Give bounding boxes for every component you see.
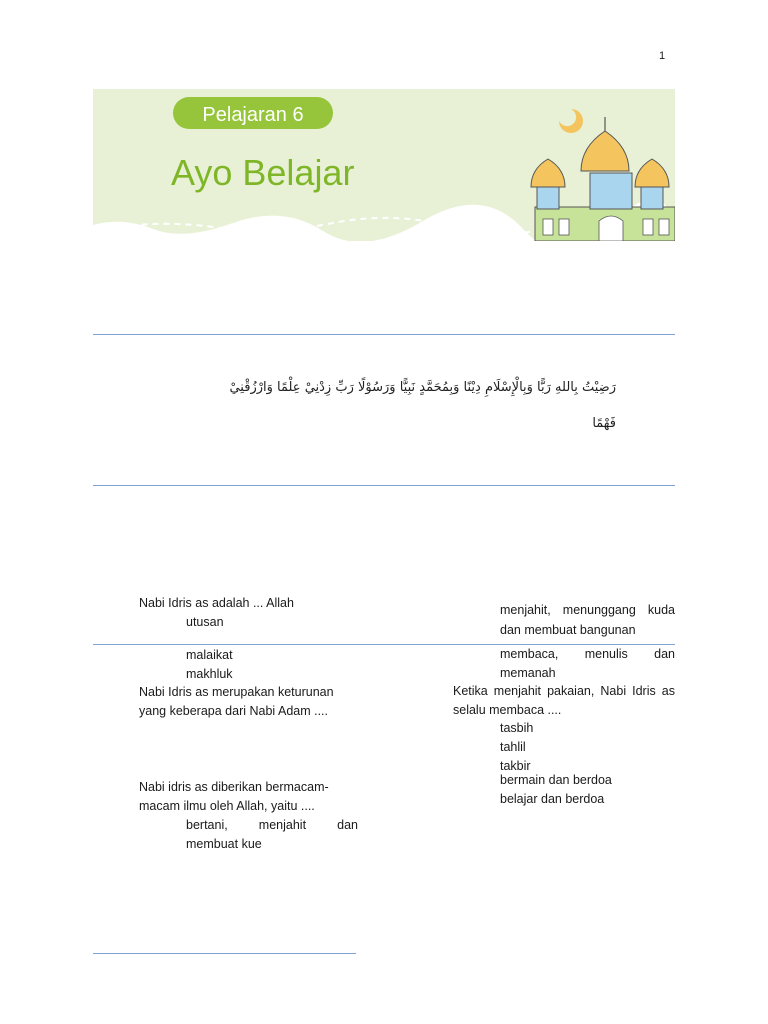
question-4-option-c: takbir xyxy=(500,759,531,773)
question-4-option-e: belajar dan berdoa xyxy=(500,792,605,806)
question-1: Nabi Idris as adalah ... Allah xyxy=(139,596,294,610)
question-1-option-a: utusan xyxy=(186,615,224,629)
question-4-option-d: bermain dan berdoa xyxy=(500,773,612,787)
question-3-option-a-line-2: membuat kue xyxy=(186,837,262,851)
question-4-line-1: Ketika menjahit pakaian, Nabi Idris as xyxy=(453,684,675,698)
arabic-prayer-line-1: رَضِيْتُ بِاللهِ رَبًّا وَبِالْإِسْلَامِ دِيْنًا وَبِمُحَمَّدٍ نَبِيًّا وَرَسُوْلًا رَبِّ زِدْنِيْ عِلْمًا وَارْزُقْنِيْ xyxy=(229,380,616,395)
divider-middle xyxy=(93,485,675,486)
page-number: 1 xyxy=(659,50,666,62)
lesson-title: Ayo Belajar xyxy=(171,152,355,193)
question-4-option-a: tasbih xyxy=(500,721,534,735)
question-3-option-b-line-2: dan membuat bangunan xyxy=(500,623,636,637)
lesson-badge-label: Pelajaran 6 xyxy=(202,104,304,126)
question-1-option-b: malaikat xyxy=(186,648,233,662)
question-3-option-b-line-1: menjahit, menunggang kuda xyxy=(500,603,675,617)
question-1-option-c: makhluk xyxy=(186,667,233,681)
arabic-prayer-line-2: فَهْمًا xyxy=(592,416,616,431)
question-4-option-b: tahlil xyxy=(500,740,526,754)
arabic-prayer xyxy=(150,370,616,442)
question-2-line-2: yang keberapa dari Nabi Adam .... xyxy=(139,704,329,718)
question-3-option-a-line-1: bertani, menjahit dan xyxy=(186,818,358,832)
question-4-line-2: selalu membaca .... xyxy=(453,703,562,717)
divider-bottom xyxy=(93,953,356,954)
question-2-line-1: Nabi Idris as merupakan keturunan xyxy=(139,685,334,699)
lesson-banner xyxy=(93,89,675,241)
question-3-line-2: macam ilmu oleh Allah, yaitu .... xyxy=(139,799,315,813)
divider-top xyxy=(93,334,675,335)
question-3-option-c-line-1: membaca, menulis dan xyxy=(500,647,675,661)
question-3-option-c-line-2: memanah xyxy=(500,666,556,680)
question-3-line-1: Nabi idris as diberikan bermacam- xyxy=(139,780,329,794)
